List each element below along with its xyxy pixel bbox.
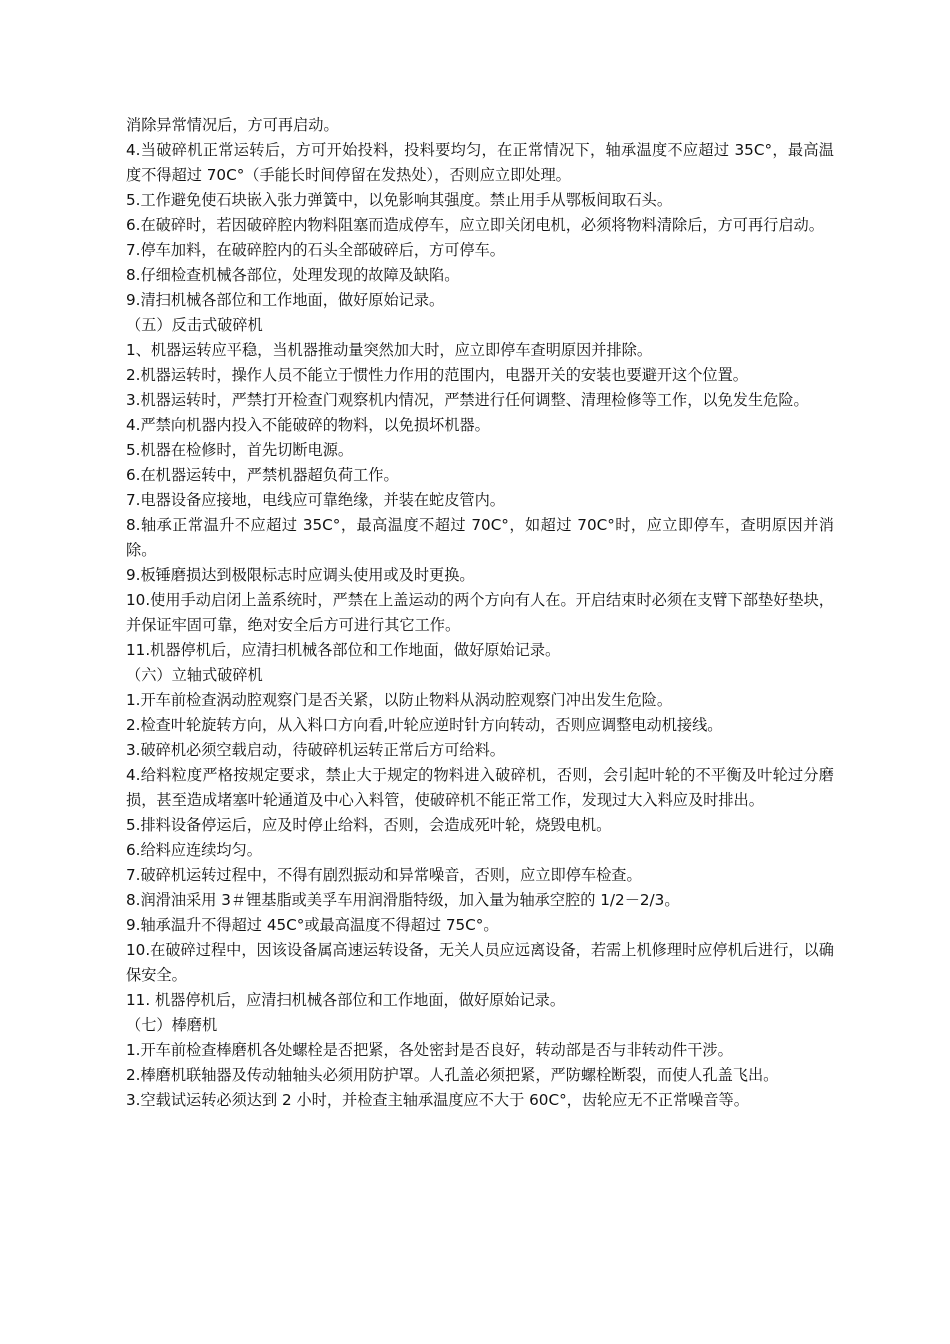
paragraph: 10.在破碎过程中，因该设备属高速运转设备，无关人员应远离设备，若需上机修理时应停机后进行，以确保安全。 xyxy=(126,941,834,984)
paragraph: 8.润滑油采用 3＃锂基脂或美孚车用润滑脂特级，加入量为轴承空腔的 1/2－2/3。 xyxy=(126,891,680,909)
document-body xyxy=(126,113,834,1113)
paragraph: 5.工作避免使石块嵌入张力弹簧中，以免影响其强度。禁止用手从鄂板间取石头。 xyxy=(126,191,673,209)
paragraph: 2.检查叶轮旋转方向，从入料口方向看,叶轮应逆时针方向转动，否则应调整电动机接线。 xyxy=(126,716,723,734)
paragraph: 1、机器运转应平稳，当机器推动量突然加大时，应立即停车查明原因并排除。 xyxy=(126,341,653,359)
paragraph: 4.当破碎机正常运转后，方可开始投料，投料要均匀，在正常情况下，轴承温度不应超过 35C°，最高温度不得超过 70C°（手能长时间停留在发热处），否则应立即处理。 xyxy=(126,141,834,184)
paragraph: 11. 机器停机后，应清扫机械各部位和工作地面，做好原始记录。 xyxy=(126,991,566,1009)
section-heading: （五）反击式破碎机 xyxy=(126,316,263,334)
paragraph: 10.使用手动启闭上盖系统时，严禁在上盖运动的两个方向有人在。开启结束时必须在支臂下部垫好垫块，并保证牢固可靠，绝对安全后方可进行其它工作。 xyxy=(126,591,834,634)
paragraph: 3.空载试运转必须达到 2 小时，并检查主轴承温度应不大于 60C°，齿轮应无不正常噪音等。 xyxy=(126,1091,749,1109)
paragraph: 9.轴承温升不得超过 45C°或最高温度不得超过 75C°。 xyxy=(126,916,499,934)
paragraph: 5.机器在检修时，首先切断电源。 xyxy=(126,441,354,459)
section-heading: （七）棒磨机 xyxy=(126,1016,218,1034)
paragraph: 6.在机器运转中，严禁机器超负荷工作。 xyxy=(126,466,399,484)
paragraph: 8.轴承正常温升不应超过 35C°，最高温度不超过 70C°，如超过 70C°时，应立即停车，查明原因并消除。 xyxy=(126,516,834,559)
paragraph: 6.在破碎时，若因破碎腔内物料阻塞而造成停车，应立即关闭电机，必须将物料清除后，方可再行启动。 xyxy=(126,216,824,234)
paragraph: 7.停车加料，在破碎腔内的石头全部破碎后，方可停车。 xyxy=(126,241,505,259)
paragraph: 4.给料粒度严格按规定要求，禁止大于规定的物料进入破碎机，否则，会引起叶轮的不平衡及叶轮过分磨损，甚至造成堵塞叶轮通道及中心入料管，使破碎机不能正常工作，发现过大入料应及时排出。 xyxy=(126,766,834,809)
paragraph: 11.机器停机后，应清扫机械各部位和工作地面，做好原始记录。 xyxy=(126,641,561,659)
paragraph: 1.开车前检查涡动腔观察门是否关紧，以防止物料从涡动腔观察门冲出发生危险。 xyxy=(126,691,673,709)
paragraph: 7.电器设备应接地，电线应可靠绝缘，并装在蛇皮管内。 xyxy=(126,491,505,509)
paragraph: 8.仔细检查机械各部位，处理发现的故障及缺陷。 xyxy=(126,266,460,284)
paragraph: 3.破碎机必须空载启动，待破碎机运转正常后方可给料。 xyxy=(126,741,505,759)
section-heading: （六）立轴式破碎机 xyxy=(126,666,263,684)
paragraph: 2.棒磨机联轴器及传动轴轴头必须用防护罩。人孔盖必须把紧，严防螺栓断裂，而使人孔盖飞出。 xyxy=(126,1066,779,1084)
paragraph: 2.机器运转时，操作人员不能立于惯性力作用的范围内，电器开关的安装也要避开这个位置。 xyxy=(126,366,748,384)
paragraph: 1.开车前检查棒磨机各处螺栓是否把紧，各处密封是否良好，转动部是否与非转动件干涉。 xyxy=(126,1041,733,1059)
paragraph: 9.清扫机械各部位和工作地面，做好原始记录。 xyxy=(126,291,445,309)
paragraph: 3.机器运转时，严禁打开检查门观察机内情况，严禁进行任何调整、清理检修等工作，以免发生危险。 xyxy=(126,391,809,409)
paragraph: 5.排料设备停运后，应及时停止给料，否则，会造成死叶轮，烧毁电机。 xyxy=(126,816,612,834)
paragraph: 7.破碎机运转过程中，不得有剧烈振动和异常噪音，否则，应立即停车检查。 xyxy=(126,866,642,884)
paragraph: 消除异常情况后，方可再启动。 xyxy=(126,116,339,134)
paragraph: 9.板锤磨损达到极限标志时应调头使用或及时更换。 xyxy=(126,566,475,584)
paragraph: 4.严禁向机器内投入不能破碎的物料，以免损坏机器。 xyxy=(126,416,490,434)
paragraph: 6.给料应连续均匀。 xyxy=(126,841,262,859)
